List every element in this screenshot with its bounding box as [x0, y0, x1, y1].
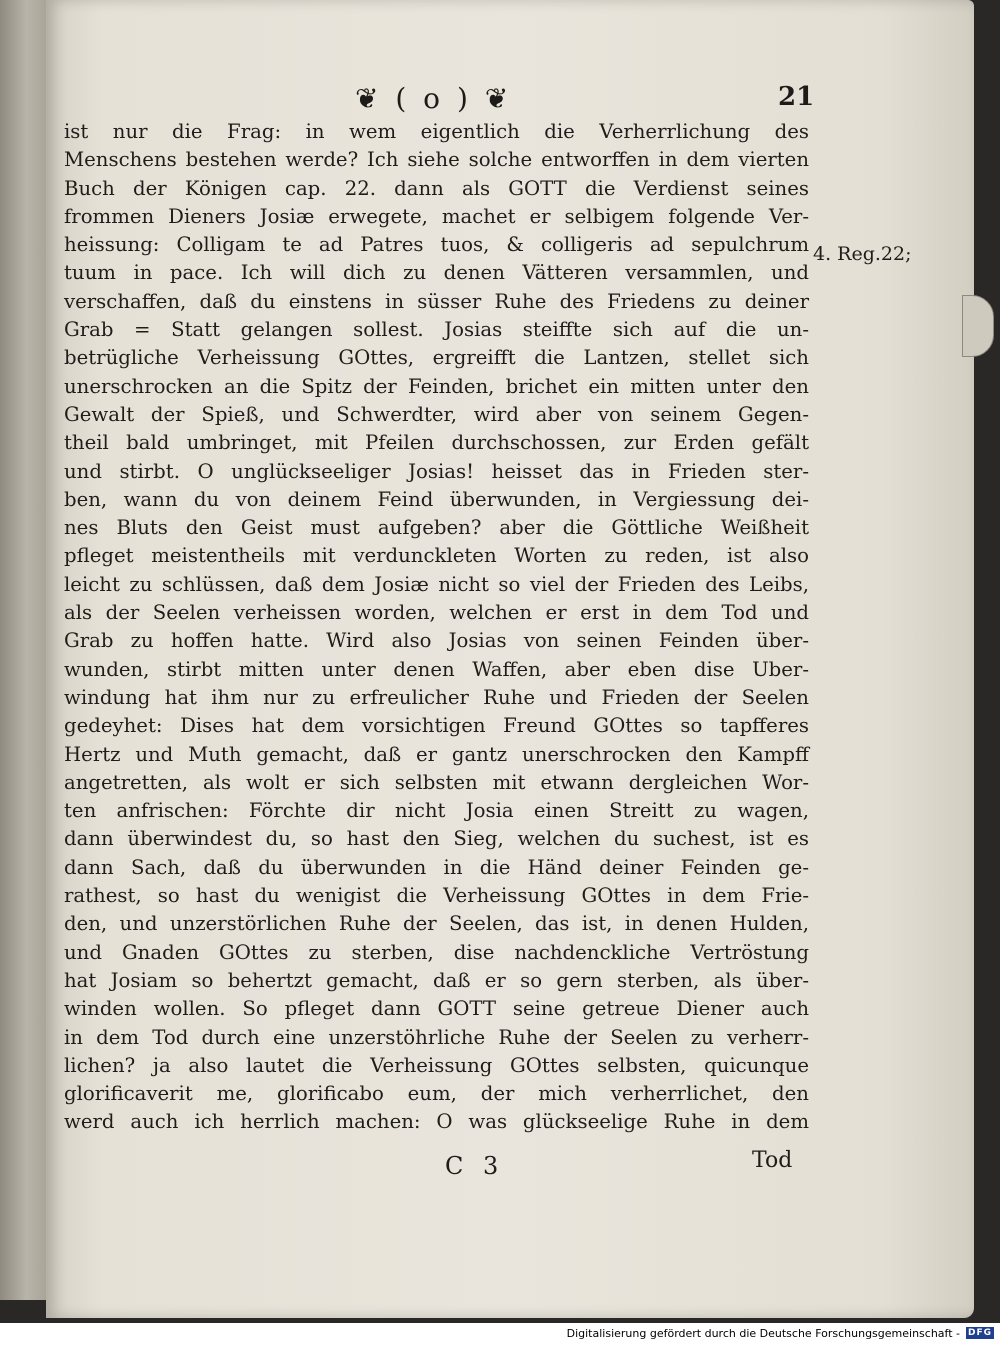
text-line: Buch der Königen cap. 22. dann als GOTT die Verdienst seines: [64, 176, 809, 200]
text-line: Hertz und Muth gemacht, daß er gantz unerschrocken den Kampff: [64, 742, 809, 766]
text-line: wunden, stirbt mitten unter denen Waffen, aber eben dise Uber-: [64, 657, 809, 681]
text-line: den, und unzerstörlichen Ruhe der Seelen, das ist, in denen Hulden,: [64, 912, 809, 936]
text-line: nes Bluts den Geist must aufgeben? aber die Göttliche Weißheit: [64, 516, 809, 540]
text-line: rathest, so hast du wenigist die Verheissung GOttes in dem Frie-: [64, 884, 809, 908]
text-line: ben, wann du von deinem Feind überwunden, in Vergiessung dei-: [64, 487, 809, 511]
text-line: pfleget meistentheils mit verdunckleten Worten zu reden, ist also: [64, 544, 809, 568]
text-line: in dem Tod durch eine unzerstöhrliche Ruhe der Seelen zu verherr-: [64, 1025, 809, 1049]
text-line: dann überwindest du, so hast den Sieg, welchen du suchest, ist es: [64, 827, 809, 851]
text-line: Grab = Statt gelangen sollest. Josias steiffte sich auf die un-: [64, 318, 809, 342]
text-line: leicht zu schlüssen, daß dem Josiæ nicht so viel der Frieden des Leibs,: [64, 572, 809, 596]
text-line: hat Josiam so behertzt gemacht, daß er so gern sterben, als über-: [64, 968, 809, 992]
text-line: dann Sach, daß du überwunden in die Händ deiner Feinden ge-: [64, 855, 809, 879]
page-tab: [962, 295, 994, 357]
text-line: frommen Dieners Josiæ erwegete, machet er selbigem folgende Ver-: [64, 204, 809, 228]
text-line: ist nur die Frag: in wem eigentlich die Verherrlichung des: [64, 120, 809, 143]
body-text: [64, 118, 809, 1137]
text-line: und stirbt. O unglückseeliger Josias! heisset das in Frieden ster-: [64, 459, 809, 483]
page-header-ornament: ❦ ( o ) ❦: [355, 82, 513, 115]
text-line: tuum in pace. Ich will dich zu denen Vätteren versammlen, und: [64, 261, 809, 285]
text-line: glorificaverit me, glorificabo eum, der mich verherrlichet, den: [64, 1082, 809, 1106]
text-line: winden wollen. So pfleget dann GOTT seine getreue Diener auch: [64, 997, 809, 1021]
text-line: lichen? ja also lautet die Verheissung GOttes selbsten, quicunque: [64, 1053, 809, 1077]
text-line: verschaffen, daß du einstens in süsser Ruhe des Friedens zu deiner: [64, 289, 809, 313]
funding-credit: Digitalisierung gefördert durch die Deutsche Forschungsgemeinschaft -: [566, 1327, 960, 1340]
facing-page-edge: [0, 0, 50, 1300]
text-line: als der Seelen verheissen worden, welchen er erst in dem Tod und: [64, 601, 809, 625]
signature-mark: C 3: [445, 1152, 505, 1180]
page-number: 21: [778, 82, 815, 112]
text-line: angetretten, als wolt er sich selbsten mit etwann dergleichen Wor-: [64, 770, 809, 794]
text-line: werd auch ich herrlich machen: O was glückseelige Ruhe in dem: [64, 1110, 809, 1134]
text-line: heissung: Colligam te ad Patres tuos, & colligeris ad sepulchrum: [64, 233, 809, 257]
dfg-logo: DFG: [967, 1328, 992, 1338]
text-line: windung hat ihm nur zu erfreulicher Ruhe und Frieden der Seelen: [64, 685, 809, 709]
margin-reference: 4. Reg.22;: [813, 243, 912, 265]
catchword: Tod: [752, 1148, 793, 1173]
text-line: Gewalt der Spieß, und Schwerdter, wird aber von seinem Gegen-: [64, 402, 809, 426]
text-line: gedeyhet: Dises hat dem vorsichtigen Freund GOttes so tapfferes: [64, 714, 809, 738]
text-line: betrügliche Verheissung GOttes, ergreifft die Lantzen, stellet sich: [64, 346, 809, 370]
text-line: und Gnaden GOttes zu sterben, dise nachdenckliche Vertröstung: [64, 940, 809, 964]
text-line: Menschens bestehen werde? Ich siehe solche entworffen in dem vierten: [64, 148, 809, 172]
text-line: unerschrocken an die Spitz der Feinden, brichet ein mitten unter den: [64, 374, 809, 398]
text-line: ten anfrischen: Förchte dir nicht Josia einen Streitt zu wagen,: [64, 799, 809, 823]
footer-bar: [0, 1323, 1000, 1345]
text-line: Grab zu hoffen hatte. Wird also Josias von seinen Feinden über-: [64, 629, 809, 653]
text-line: theil bald umbringet, mit Pfeilen durchschossen, zur Erden gefält: [64, 431, 809, 455]
